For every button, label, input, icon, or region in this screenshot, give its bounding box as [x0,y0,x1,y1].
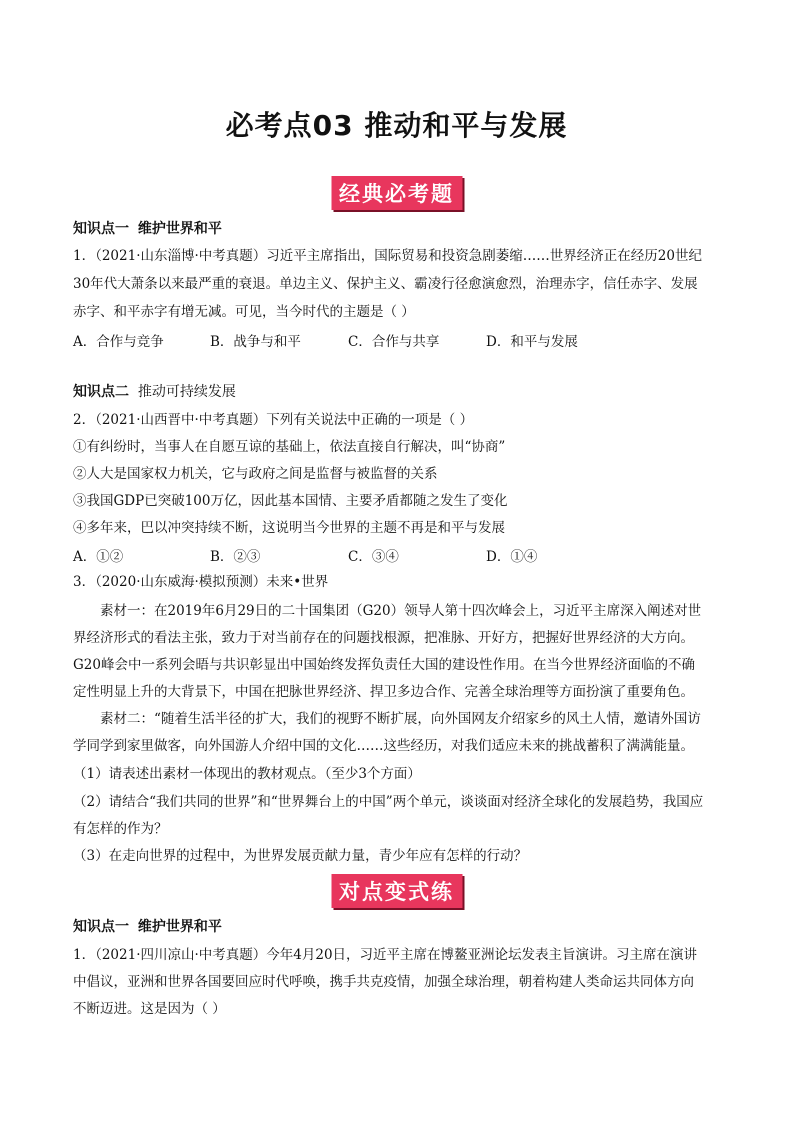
question-1-line: 赤字、和平赤字有增无减。可见，当今时代的主题是（ ） [73,304,415,320]
question-2-option-a: A．①② [73,549,124,565]
material-two-line: 素材二：“随着生活半径的扩大，我们的视野不断扩展，向外国网友介绍家乡的风土人情，邀请外国访 [100,711,701,727]
question-1-option-b: B．战争与和平 [210,334,301,350]
knowledge-point-name: 维护世界和平 [137,221,222,237]
question-1-option-c: C．合作与共享 [348,334,440,350]
page-title: 必考点03 推动和平与发展 [225,109,568,142]
knowledge-point-label: 知识点一 [73,221,129,237]
question-2-statement: ③我国GDP已突破100万亿，因此基本国情、主要矛盾都随之发生了变化 [73,493,508,509]
sub-question-3: （3）在走向世界的过程中，为世界发展贡献力量，青少年应有怎样的行动？ [73,848,528,864]
question-3-head: 3．（2020·山东威海·模拟预测）未来•世界 [73,574,329,590]
question-1-option-a: A．合作与竞争 [73,334,164,350]
practice-question-1-line: 不断迈进。这是因为（ ） [73,1001,226,1017]
question-2-statement: ①有纠纷时，当事人在自愿互谅的基础上，依法直接自行解决，叫“协商” [73,439,506,455]
knowledge-point-label: 知识点一 [73,919,129,935]
section-banner-practice: 对点变式练 [331,874,462,908]
practice-question-1-line: 1．（2021·四川凉山·中考真题）今年4月20日，习近平主席在博鳌亚洲论坛发表主旨演讲。习主席在演讲 [73,947,698,963]
knowledge-point-heading [73,916,222,936]
question-1-option-d: D．和平与发展 [486,334,578,350]
knowledge-point-label: 知识点二 [73,384,129,400]
question-2-statement: ④多年来，巴以冲突持续不断，这说明当今世界的主题不再是和平与发展 [73,520,505,536]
material-one-line: G20峰会中一系列会晤与共识彰显出中国始终发挥负责任大国的建设性作用。在当今世界经济面临的不确 [73,657,695,673]
knowledge-point-heading [73,218,222,238]
material-one-line: 素材一：在2019年6月29日的二十国集团（G20）领导人第十四次峰会上，习近平主席深入阐述对世 [100,603,702,619]
sub-question-2: （2）请结合“我们共同的世界”和“世界舞台上的中国”两个单元，谈谈面对经济全球化的发展趋势，我国应 [73,794,704,810]
material-two-line: 学同学到家里做客，向外国游人介绍中国的文化……这些经历，对我们适应未来的挑战蓄积了满满能量。 [73,738,694,754]
sub-question-2-cont: 有怎样的作为？ [73,821,168,837]
sub-question-1: （1）请表述出素材一体现出的教材观点。（至少3个方面） [73,766,421,782]
practice-question-1-line: 中倡议，亚洲和世界各国要回应时代呼唤，携手共克疫情，加强全球治理，朝着构建人类命运共同体方向 [73,974,694,990]
question-2-option-b: B．②③ [210,549,261,565]
section-banner-classic: 经典必考题 [331,176,462,210]
question-2-line: 2．（2021·山西晋中·中考真题）下列有关说法中正确的一项是（ ） [73,412,474,428]
question-2-option-c: C．③④ [348,549,399,565]
question-2-option-d: D．①④ [486,549,538,565]
knowledge-point-name: 推动可持续发展 [137,384,236,400]
question-1-line: 1．（2021·山东淄博·中考真题）习近平主席指出，国际贸易和投资急剧萎缩……世界经济正在经历20世纪 [73,248,702,264]
material-one-line: 界经济形式的看法主张，致力于对当前存在的问题找根源，把准脉、开好方，把握好世界经济的大方向。 [73,630,694,646]
question-2-statement: ②人大是国家权力机关，它与政府之间是监督与被监督的关系 [73,466,438,482]
question-1-line: 30年代大萧条以来最严重的衰退。单边主义、保护主义、霸凌行径愈演愈烈，治理赤字，信任赤字、发展 [73,276,698,292]
knowledge-point-heading [73,381,236,401]
material-one-line: 定性明显上升的大背景下，中国在把脉世界经济、捍卫多边合作、完善全球治理等方面扮演了重要角色。 [73,684,694,700]
knowledge-point-name: 维护世界和平 [137,919,222,935]
